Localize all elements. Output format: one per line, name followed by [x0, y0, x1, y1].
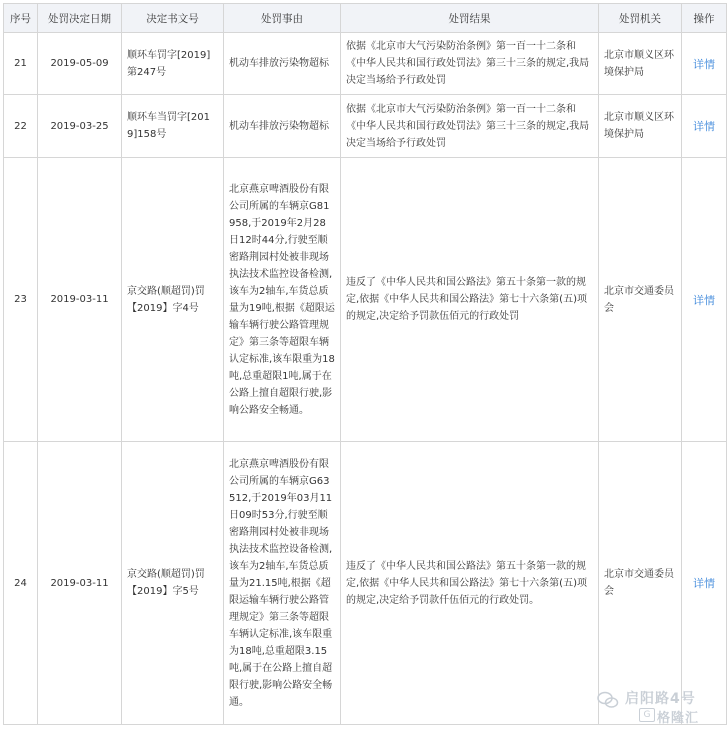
cell-date: 2019-03-11 [38, 158, 122, 442]
detail-link[interactable]: 详情 [693, 293, 715, 307]
authority-text: 北京市顺义区环境保护局 [604, 49, 674, 78]
cell-no: 21 [4, 33, 38, 95]
doc-text: 京交路(顺超罚)罚【2019】字5号 [127, 569, 205, 597]
cell-no: 22 [4, 95, 38, 158]
cell-date: 2019-03-11 [38, 442, 122, 725]
detail-link[interactable]: 详情 [693, 57, 715, 71]
header-doc: 决定书文号 [122, 4, 224, 33]
cell-authority [599, 158, 682, 442]
header-authority: 处罚机关 [599, 4, 682, 33]
cell-result [341, 95, 599, 158]
table-row [4, 442, 727, 725]
doc-text: 京交路(顺超罚)罚【2019】字4号 [127, 285, 205, 314]
cell-authority [599, 95, 682, 158]
header-result: 处罚结果 [341, 4, 599, 33]
cell-result [341, 442, 599, 725]
cell-no: 23 [4, 158, 38, 442]
header-reason: 处罚事由 [224, 4, 341, 33]
table-row [4, 95, 727, 158]
cell-doc [122, 95, 224, 158]
penalty-table [3, 3, 727, 725]
result-text: 依据《北京市大气污染防治条例》第一百一十二条和《中华人民共和国行政处罚法》第三十三条的规定,我局决定当场给予行政处罚 [346, 103, 590, 149]
cell-date: 2019-05-09 [38, 33, 122, 95]
authority-text: 北京市交通委员会 [604, 569, 674, 597]
cell-reason [224, 158, 341, 442]
header-action: 操作 [682, 4, 727, 33]
cell-action [682, 33, 727, 95]
authority-text: 北京市顺义区环境保护局 [604, 112, 674, 140]
reason-text: 机动车排放污染物超标 [229, 120, 329, 132]
cell-reason [224, 33, 341, 95]
table-row [4, 158, 727, 442]
reason-text: 机动车排放污染物超标 [229, 58, 329, 69]
cell-result [341, 158, 599, 442]
header-no: 序号 [4, 4, 38, 33]
table-row [4, 33, 727, 95]
result-text: 违反了《中华人民共和国公路法》第五十条第一款的规定,依据《中华人民共和国公路法》第七十六条第(五)项的规定,决定给予罚款仟伍佰元的行政处罚。 [346, 560, 587, 606]
header-date: 处罚决定日期 [38, 4, 122, 33]
result-text: 依据《北京市大气污染防治条例》第一百一十二条和《中华人民共和国行政处罚法》第三十三条的规定,我局决定当场给予行政处罚 [346, 41, 590, 86]
cell-reason [224, 95, 341, 158]
authority-text: 北京市交通委员会 [604, 285, 674, 314]
cell-authority [599, 442, 682, 725]
detail-link[interactable]: 详情 [693, 577, 715, 590]
reason-text: 北京燕京啤酒股份有限公司所属的车辆京G63512,于2019年03月11日09时53分,行驶至顺密路荆园村处被非现场执法技术监控设备检测,该车为2轴车,车货总质量为21.15吨,根据《超限运输车辆行驶公路管理规定》第三条等超限车辆认定标准,该车限重为18吨,总重超限3.15吨,属于在公路上擅自超限行驶,影响公路安全畅通。 [229, 458, 333, 708]
cell-date: 2019-03-25 [38, 95, 122, 158]
cell-no: 24 [4, 442, 38, 725]
doc-text: 顺环车当罚字[2019]158号 [127, 112, 210, 140]
watermark-logo-icon: G [639, 708, 655, 722]
doc-text: 顺环车罚字[2019]第247号 [127, 49, 211, 78]
cell-result [341, 33, 599, 95]
watermark-brand: 格隆汇 [657, 711, 700, 726]
cell-doc [122, 158, 224, 442]
cell-authority [599, 33, 682, 95]
cell-action [682, 158, 727, 442]
detail-link[interactable]: 详情 [693, 120, 715, 133]
watermark-name: 启阳路4号 [625, 691, 696, 707]
cell-action [682, 442, 727, 725]
cell-doc [122, 442, 224, 725]
cell-reason [224, 442, 341, 725]
cell-action [682, 95, 727, 158]
cell-doc [122, 33, 224, 95]
table-header-row [4, 4, 727, 33]
result-text: 违反了《中华人民共和国公路法》第五十条第一款的规定,依据《中华人民共和国公路法》第七十六条第(五)项的规定,决定给予罚款伍佰元的行政处罚 [346, 277, 587, 322]
reason-text: 北京燕京啤酒股份有限公司所属的车辆京G81958,于2019年2月28日12时44分,行驶至顺密路荆园村处被非现场执法技术监控设备检测,该车为2轴车,车货总质量为19吨,根据《超限运输车辆行驶公路管理规定》第三条等超限车辆认定标准,该车限重为18吨,总重超限1吨,属于在公路上擅自超限行驶,影响公路安全畅通。 [229, 183, 335, 416]
